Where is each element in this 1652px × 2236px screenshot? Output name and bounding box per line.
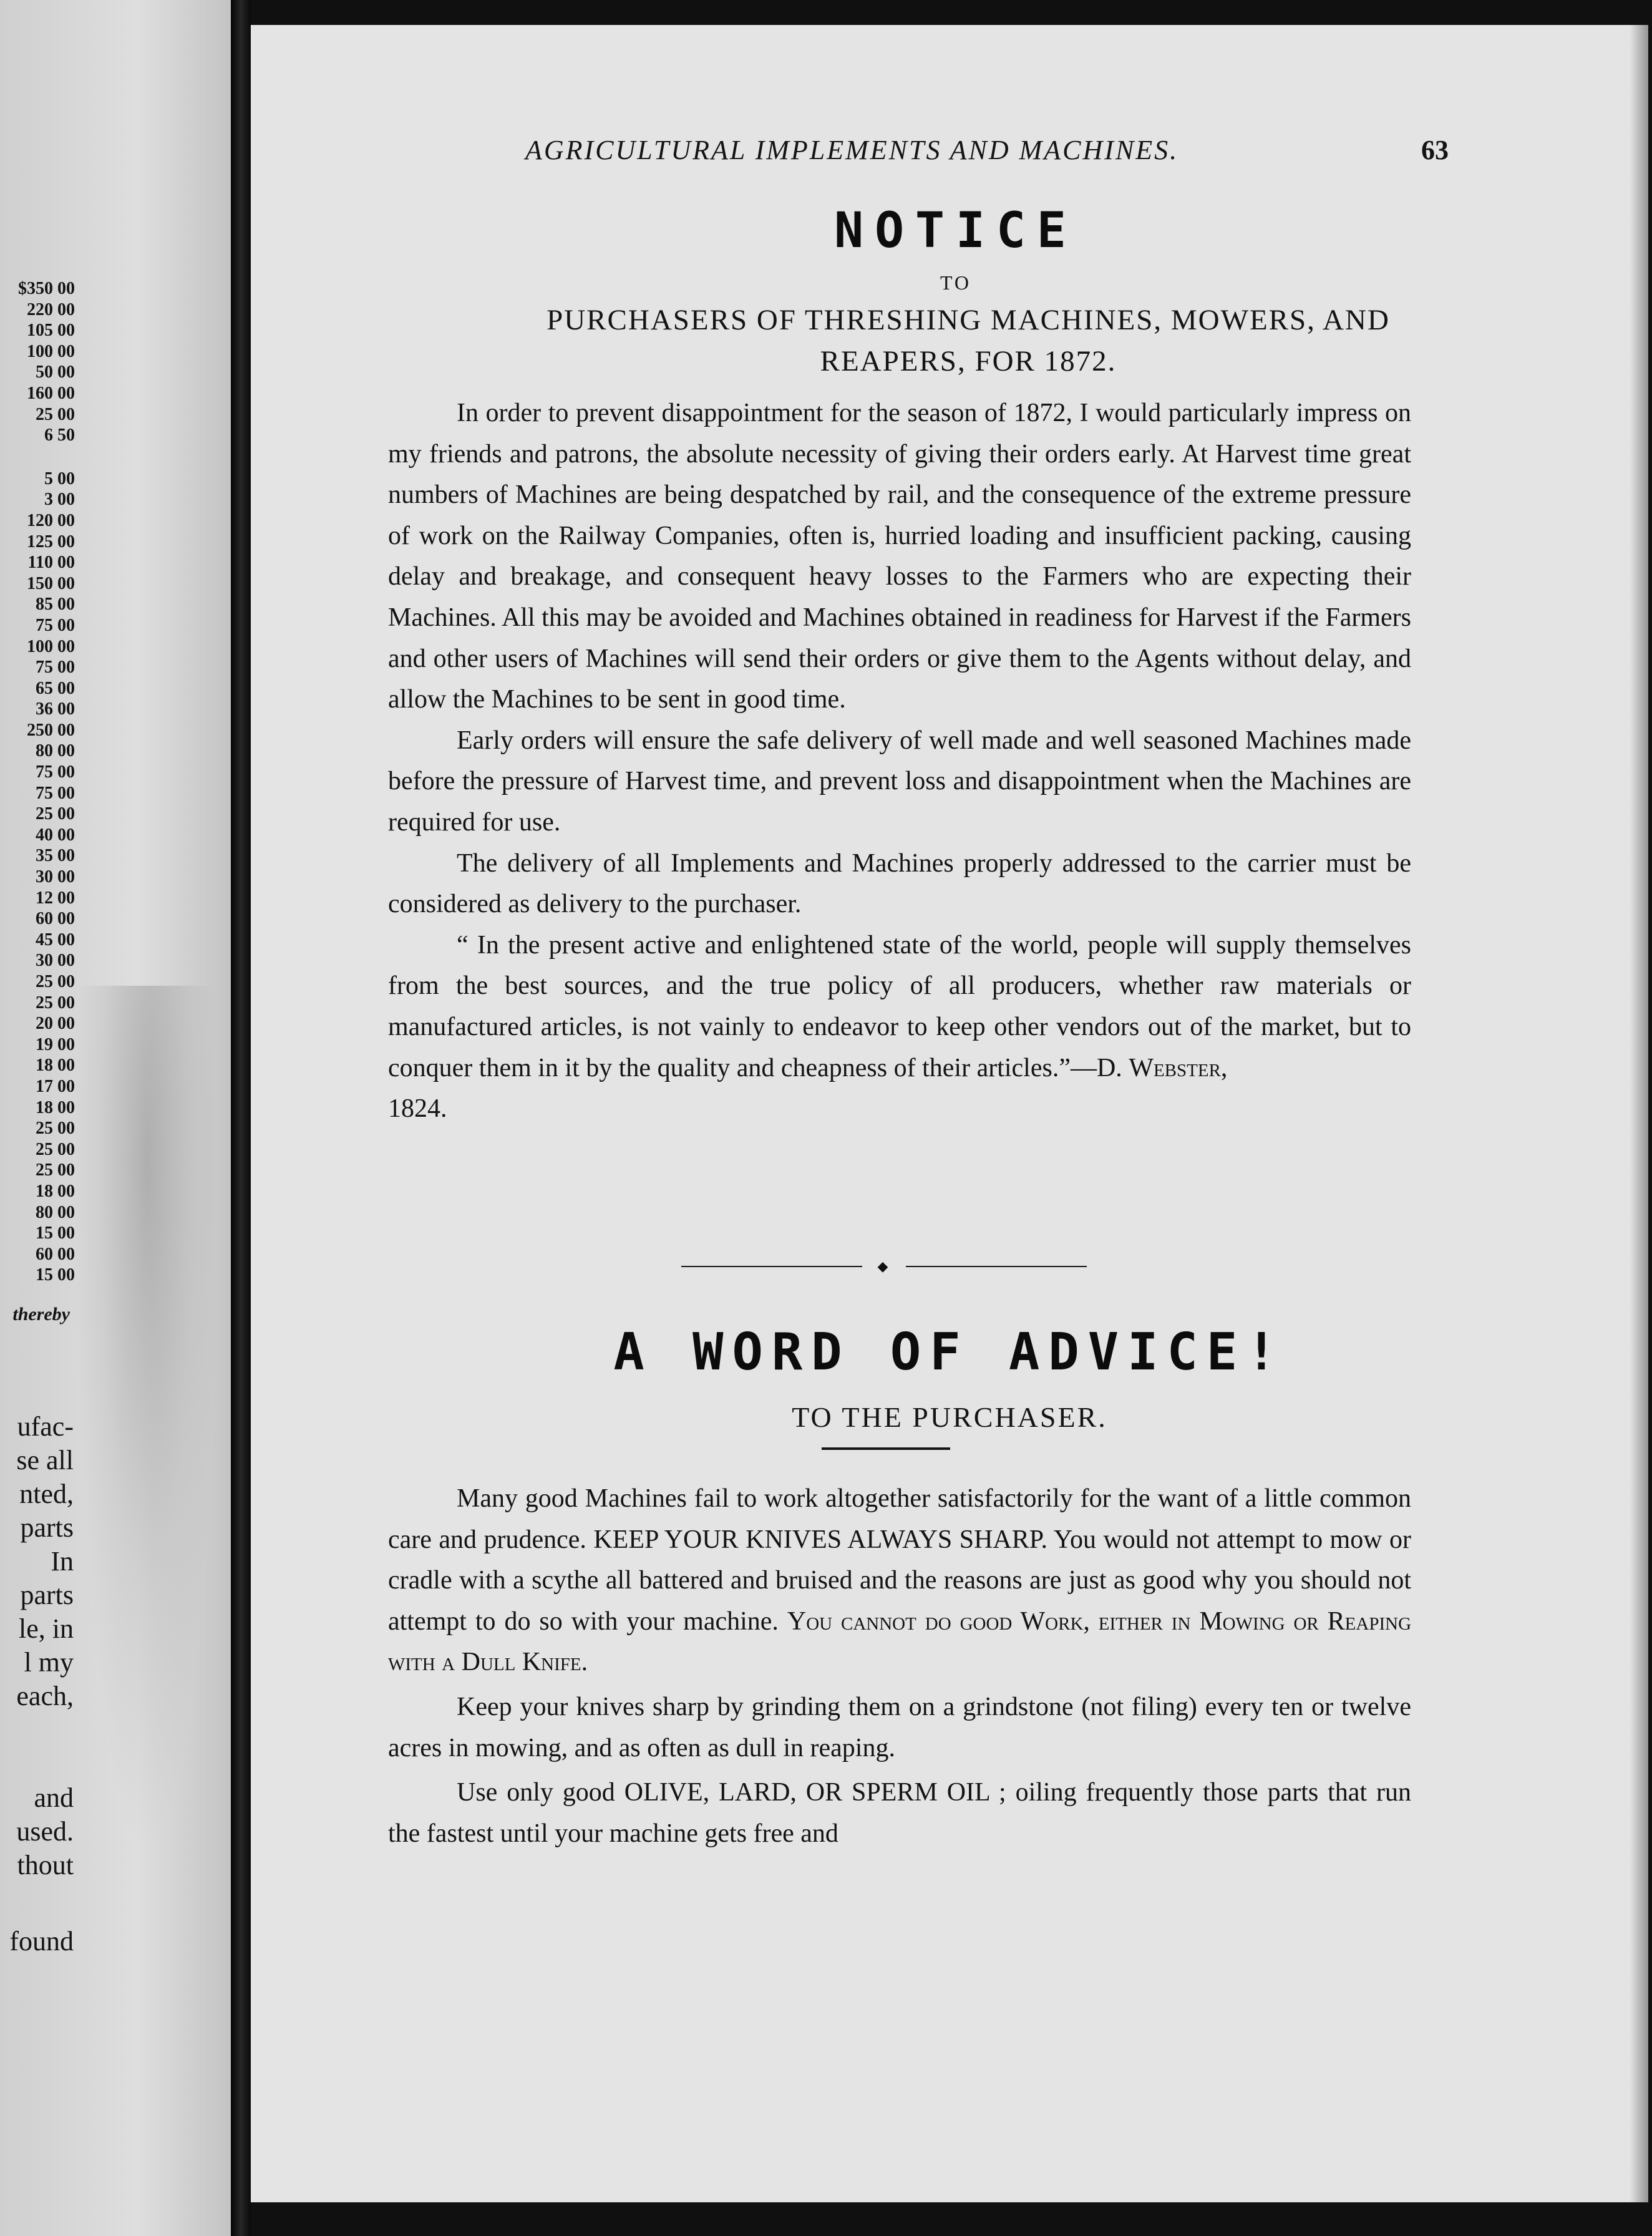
price-value: 120 00 xyxy=(27,510,75,530)
price-value: 5 00 xyxy=(44,469,75,489)
advice-paragraph-3: Use only good OLIVE, LARD, OR SPERM OIL ; oiling frequently those parts that run the fastest until your machine gets free and xyxy=(388,1778,1411,1848)
text-fragment: thout xyxy=(17,1850,74,1880)
price-column xyxy=(0,278,75,1286)
price-value: 36 00 xyxy=(36,699,75,719)
price-value: 35 00 xyxy=(36,846,75,866)
price-value: 18 00 xyxy=(36,1097,75,1117)
price-value: 30 00 xyxy=(36,951,75,971)
price-value: 25 00 xyxy=(36,993,75,1013)
price-value: 125 00 xyxy=(27,532,75,552)
text-fragment: In xyxy=(51,1546,74,1577)
price-value: 75 00 xyxy=(36,658,75,678)
price-value: 18 00 xyxy=(36,1181,75,1201)
price-value: $350 00 xyxy=(18,279,75,298)
text-fragment: l my xyxy=(24,1647,74,1678)
webster-quote xyxy=(388,925,1411,1089)
faded-illustration xyxy=(75,986,218,1859)
text-fragment: ufac- xyxy=(17,1411,74,1442)
notice-to-label: TO xyxy=(940,271,972,294)
price-value: 20 00 xyxy=(36,1014,75,1034)
quote-text: “ In the present active and enlightened state of the world, people will supply themselves from the best sources, and the true policy of all producers, whether raw materials or manufactured articles, is not vainly to endeavor to keep other vendors out of the market, but to conquer them in it by the quality and cheapness of their articles.”—D. xyxy=(388,930,1411,1082)
price-value xyxy=(0,446,75,469)
quote-author: Webster, xyxy=(1129,1053,1228,1082)
quote-year: 1824. xyxy=(388,1094,447,1124)
notice-paragraph-1: In order to prevent disappointment for the season of 1872, I would particularly impress on my friends and patrons, the absolute necessity of giving their orders early. At Harvest time great numbers of Machines are being despatched by rail, and the consequence of the extreme pressure of work on the Railway Companies, often is, hurried loading and insufficient packing, causing delay and breakage, and consequent heavy losses to the Farmers who are expecting their Machines. All this may be avoided and Machines obtained in readiness for Harvest if the Farmers and other users of Machines will send their orders or give them to the Agents without delay, and allow the Machines to be sent in good time. xyxy=(388,399,1411,714)
text-fragment: and xyxy=(34,1782,74,1813)
running-head: AGRICULTURAL IMPLEMENTS AND MACHINES. xyxy=(525,135,1179,165)
price-value: 80 00 xyxy=(36,1202,75,1222)
price-value: 19 00 xyxy=(36,1034,75,1054)
price-value: 45 00 xyxy=(36,930,75,950)
divider-line-left xyxy=(681,1266,862,1267)
price-value: 100 00 xyxy=(27,341,75,361)
divider-line-right xyxy=(906,1266,1087,1267)
price-value: 40 00 xyxy=(36,825,75,845)
price-value: 80 00 xyxy=(36,741,75,761)
price-value: 220 00 xyxy=(27,299,75,319)
price-value: 30 00 xyxy=(36,867,75,887)
price-value: 60 00 xyxy=(36,909,75,929)
price-value: 18 00 xyxy=(36,1056,75,1076)
price-value: 15 00 xyxy=(36,1265,75,1285)
advice-paragraph-1 xyxy=(388,1479,1411,1683)
left-fragment-thereby: thereby xyxy=(12,1304,70,1325)
headline-line-1: PURCHASERS OF THRESHING MACHINES, MOWERS, AND xyxy=(547,304,1390,336)
left-text-fragments xyxy=(0,1410,74,1713)
price-value: 105 00 xyxy=(27,321,75,341)
notice-paragraph-3: The delivery of all Implements and Machines properly addressed to the carrier must be considered as delivery to the purchaser. xyxy=(388,848,1411,919)
left-text-fragments-3 xyxy=(0,1925,74,1958)
price-value: 160 00 xyxy=(27,383,75,403)
price-value: 50 00 xyxy=(36,362,75,382)
price-value: 3 00 xyxy=(44,490,75,510)
price-value: 25 00 xyxy=(36,404,75,424)
right-page xyxy=(251,25,1648,2202)
left-text-fragments-2 xyxy=(0,1781,74,1882)
advice-body xyxy=(388,1479,1411,1858)
price-value: 17 00 xyxy=(36,1076,75,1096)
price-value: 25 00 xyxy=(36,1160,75,1180)
headline-line-2: REAPERS, FOR 1872. xyxy=(820,345,1117,377)
book-spine xyxy=(231,0,251,2236)
text-fragment: found xyxy=(9,1926,74,1956)
text-fragment: se all xyxy=(16,1445,74,1475)
price-value: 150 00 xyxy=(27,573,75,593)
advice-title: A WORD OF ADVICE! xyxy=(613,1323,1286,1382)
left-facing-page xyxy=(0,0,231,2236)
price-value: 60 00 xyxy=(36,1244,75,1264)
price-value: 25 00 xyxy=(36,804,75,824)
advice-subtitle: TO THE PURCHASER. xyxy=(792,1401,1107,1433)
price-value: 12 00 xyxy=(36,888,75,908)
price-value: 65 00 xyxy=(36,678,75,698)
price-value: 250 00 xyxy=(27,720,75,740)
text-fragment: le, in xyxy=(19,1613,74,1644)
price-value: 85 00 xyxy=(36,595,75,615)
short-rule xyxy=(822,1447,950,1450)
notice-body xyxy=(388,393,1411,1130)
price-value: 25 00 xyxy=(36,1139,75,1159)
notice-headline xyxy=(388,299,1548,382)
price-value: 75 00 xyxy=(36,762,75,782)
page-number: 63 xyxy=(1421,135,1449,165)
section-divider-ornament xyxy=(681,1260,1087,1273)
text-fragment: parts xyxy=(20,1580,74,1610)
notice-paragraph-2: Early orders will ensure the safe delivery of well made and well seasoned Machines made before the pressure of Harvest time, and prevent loss and disappointment when the Machines are required for use. xyxy=(388,726,1411,837)
price-value: 75 00 xyxy=(36,615,75,635)
diamond-ornament-icon: ◆ xyxy=(877,1258,888,1274)
price-value: 110 00 xyxy=(27,553,75,573)
advice-p1-smallcaps: You cannot do good Work, either in Mowing or Reaping with a Dull Knife. xyxy=(388,1607,1412,1677)
price-value: 75 00 xyxy=(36,783,75,803)
price-value: 100 00 xyxy=(27,636,75,656)
price-value: 6 50 xyxy=(44,425,75,445)
price-value: 25 00 xyxy=(36,972,75,991)
advice-paragraph-2: Keep your knives sharp by grinding them on a grindstone (not filing) every ten or twelve acres in mowing, and as often as dull in reaping. xyxy=(388,1692,1411,1762)
text-fragment: used. xyxy=(16,1816,74,1847)
page-edge-shadow xyxy=(1630,25,1648,2202)
text-fragment: parts xyxy=(20,1512,74,1543)
notice-title: NOTICE xyxy=(834,203,1077,259)
price-value: 25 00 xyxy=(36,1119,75,1139)
text-fragment: each, xyxy=(16,1681,74,1711)
price-value: 15 00 xyxy=(36,1223,75,1243)
advice-p1-text: Many good Machines fail to work altogether satisfactorily for the want of a little common care and prudence. KEEP YOUR KNIVES ALWAYS SHARP. You would not attempt to mow or cradle with a scythe all battered and bruised and the reasons are just as good why you should not attempt to do so with your machine. xyxy=(388,1484,1411,1636)
text-fragment: nted, xyxy=(19,1479,74,1509)
